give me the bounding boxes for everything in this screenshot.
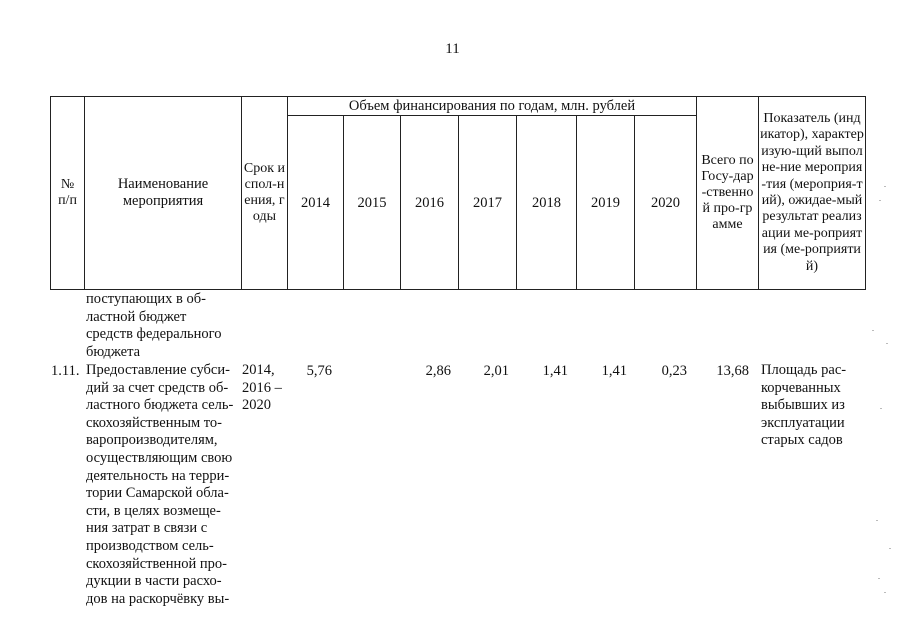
text-line: ния затрат в связи с bbox=[86, 520, 208, 537]
continuation-name bbox=[86, 291, 241, 361]
text-line: сти, в целях возмеще- bbox=[86, 502, 221, 519]
value-2017: 2,01 bbox=[483, 363, 509, 379]
text-line: тории Самарской обла- bbox=[86, 485, 229, 502]
text-line: корчеванных bbox=[761, 379, 841, 396]
text-line: скохозяйственной про- bbox=[86, 555, 227, 572]
header-col-term: Срок испол-нения, годы bbox=[243, 161, 286, 224]
header-year-2020: 2020 bbox=[651, 194, 680, 211]
row-name bbox=[86, 362, 242, 608]
text-line: производством сель- bbox=[86, 537, 214, 554]
text-line: варопроизводителям, bbox=[86, 432, 218, 449]
value-2018: 1,41 bbox=[542, 363, 568, 379]
text-line: скохозяйственным то- bbox=[86, 414, 222, 431]
value-2016: 2,86 bbox=[425, 363, 451, 379]
text-line: бюджета bbox=[86, 343, 141, 360]
value-2019: 1,41 bbox=[601, 363, 627, 379]
header-year-2018: 2018 bbox=[532, 194, 561, 211]
row-number: 1.11. bbox=[51, 363, 80, 379]
value-2014: 5,76 bbox=[306, 363, 332, 379]
text-line: дукции в части расхо- bbox=[86, 573, 222, 590]
text-line: эксплуатации bbox=[761, 414, 845, 431]
text-line: Предоставление субси- bbox=[86, 362, 230, 378]
value-total: 13,68 bbox=[716, 363, 749, 379]
text-line: старых садов bbox=[761, 432, 843, 449]
text-line: дов на раскорчёвку вы- bbox=[86, 590, 230, 607]
text-line: ластной бюджет bbox=[86, 308, 187, 325]
text-line: 2014, bbox=[242, 362, 275, 378]
header-col-indicator: Показатель (индикатор), характеризую-щий выполне-ние мероприя-тия (мероприя-тий), ожидае-мый результат реализации ме-роприятия (ме-роприятий) bbox=[760, 110, 864, 274]
header-col-total: Всего по Госу-дар-ственной про-грамме bbox=[701, 153, 754, 232]
row-term bbox=[242, 362, 288, 415]
text-line: средств федерального bbox=[86, 326, 222, 343]
text-line: поступающих в об- bbox=[86, 291, 206, 307]
text-line: 2020 bbox=[242, 397, 271, 414]
header-col-number: № п/п bbox=[58, 177, 77, 208]
header-year-2019: 2019 bbox=[591, 194, 620, 211]
header-year-2014: 2014 bbox=[301, 194, 330, 211]
text-line: ластного бюджета сель- bbox=[86, 397, 234, 414]
header-funding-group: Объем финансирования по годам, млн. рублей bbox=[348, 98, 636, 114]
text-line: дий за счет средств об- bbox=[86, 379, 229, 396]
header-year-2017: 2017 bbox=[473, 194, 502, 211]
text-line: осуществляющим свою bbox=[86, 449, 233, 466]
value-2020: 0,23 bbox=[661, 363, 687, 379]
header-year-2016: 2016 bbox=[415, 194, 444, 211]
header-year-2015: 2015 bbox=[357, 194, 387, 211]
page-number: 11 bbox=[445, 41, 460, 57]
text-line: Площадь рас- bbox=[761, 362, 847, 378]
row-indicator bbox=[761, 362, 865, 450]
text-line: деятельность на терри- bbox=[86, 467, 230, 484]
text-line: выбывших из bbox=[761, 397, 845, 414]
header-col-name: Наименование мероприятия bbox=[117, 176, 209, 209]
text-line: 2016 – bbox=[242, 379, 282, 396]
